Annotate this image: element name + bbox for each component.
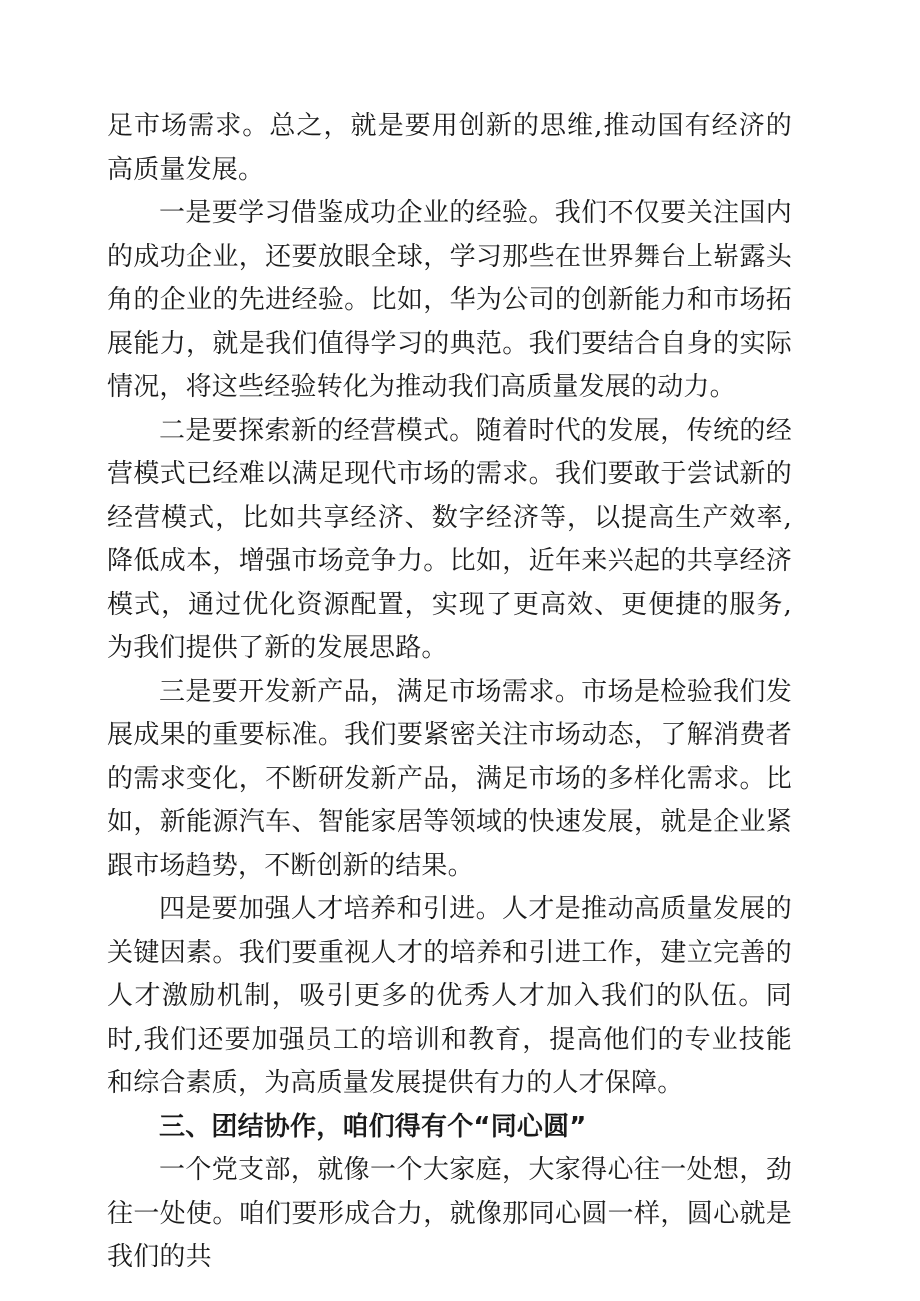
paragraph-talent: 四是要加强人才培养和引进。人才是推动高质量发展的关键因素。我们要重视人才的培养和引进工作，建立完善的人才激励机制，吸引更多的优秀人才加入我们的队伍。同时,我们还要加强员工的培训和教育，提高他们的专业技能和综合素质，为高质量发展提供有力的人才保障。 (107, 894, 792, 1098)
section-heading: 三、团结协作，咱们得有个“同心圆” (159, 1111, 587, 1142)
paragraph-new-products: 三是要开发新产品，满足市场需求。市场是检验我们发展成果的重要标准。我们要紧密关注市场动态，了解消费者的需求变化，不断研发新产品，满足市场的多样化需求。比如，新能源汽车、智能家居等领域的快速发展，就是企业紧跟市场趋势，不断创新的结果。 (107, 676, 792, 881)
paragraph-party-branch: 一个党支部，就像一个大家庭，大家得心往一处想，劲往一处使。咱们要形成合力，就像那同心圆一样，圆心就是我们的共 (107, 1155, 792, 1272)
document-page (107, 105, 792, 1280)
paragraph-continuation: 足市场需求。总之，就是要用创新的思维,推动国有经济的高质量发展。 (107, 111, 792, 185)
paragraph-business-model: 二是要探索新的经营模式。随着时代的发展，传统的经营模式已经难以满足现代市场的需求。我们要敢于尝试新的经营模式，比如共享经济、数字经济等，以提高生产效率,降低成本，增强市场竞争力。比如，近年来兴起的共享经济模式，通过优化资源配置，实现了更高效、更便捷的服务,为我们提供了新的发展思路。 (107, 415, 792, 663)
paragraph-learn-experience: 一是要学习借鉴成功企业的经验。我们不仅要关注国内的成功企业，还要放眼全球，学习那些在世界舞台上崭露头角的企业的先进经验。比如，华为公司的创新能力和市场拓展能力，就是我们值得学习的典范。我们要结合自身的实际情况，将这些经验转化为推动我们高质量发展的动力。 (107, 198, 792, 402)
